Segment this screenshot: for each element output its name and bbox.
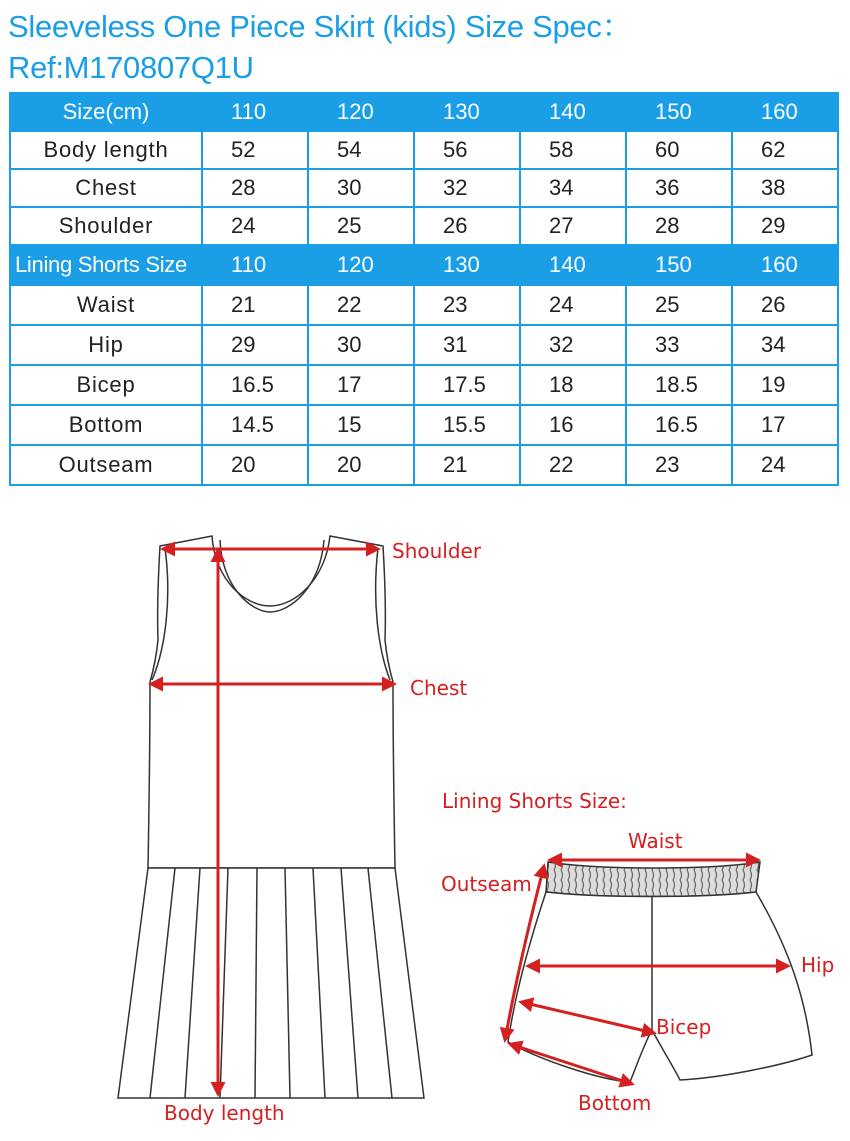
size-header-cell: 160: [732, 93, 838, 131]
dress-skirt: [118, 868, 424, 1098]
row-label: Chest: [10, 169, 202, 207]
lining-shorts-title: Lining Shorts Size:: [442, 789, 627, 813]
size-header-cell: 150: [626, 93, 732, 131]
shoulder-label: Shoulder: [392, 539, 482, 563]
table-cell: 56: [414, 131, 520, 169]
table-cell: 17: [732, 405, 838, 445]
title-reference: Ref:M170807Q1U: [8, 50, 254, 85]
size-header-cell: 130: [414, 93, 520, 131]
table-cell: 60: [626, 131, 732, 169]
table-cell: 17.5: [414, 365, 520, 405]
table-cell: 19: [732, 365, 838, 405]
table-cell: 20: [308, 445, 414, 485]
size-header-cell: 140: [520, 93, 626, 131]
shorts-body: [508, 892, 812, 1082]
row-label: Bottom: [10, 405, 202, 445]
table-cell: 16: [520, 405, 626, 445]
table-cell: 25: [308, 207, 414, 245]
table-cell: 15.5: [414, 405, 520, 445]
size-header-cell: 130: [414, 245, 520, 285]
dress-bodice: [148, 536, 395, 868]
table-cell: 15: [308, 405, 414, 445]
table-cell: 52: [202, 131, 308, 169]
row-label: Bicep: [10, 365, 202, 405]
row-label: Hip: [10, 325, 202, 365]
table-cell: 23: [626, 445, 732, 485]
table-cell: 34: [520, 169, 626, 207]
size-header-cell: 150: [626, 245, 732, 285]
table-cell: 21: [414, 445, 520, 485]
table-cell: 24: [520, 285, 626, 325]
row-label: Waist: [10, 285, 202, 325]
shorts-illustration: [508, 862, 812, 1082]
table-cell: 30: [308, 169, 414, 207]
size-header-cell: 120: [308, 93, 414, 131]
chest-label: Chest: [410, 676, 468, 700]
dress-illustration: [118, 536, 424, 1098]
table-cell: 29: [732, 207, 838, 245]
table-cell: 26: [732, 285, 838, 325]
table-cell: 34: [732, 325, 838, 365]
table-cell: 17: [308, 365, 414, 405]
row-label: Body length: [10, 131, 202, 169]
size-header-cell: 110: [202, 93, 308, 131]
table-cell: 58: [520, 131, 626, 169]
row-label: Outseam: [10, 445, 202, 485]
table-cell: 16.5: [202, 365, 308, 405]
table-cell: 29: [202, 325, 308, 365]
table-cell: 32: [520, 325, 626, 365]
table-cell: 18.5: [626, 365, 732, 405]
row-label: Shoulder: [10, 207, 202, 245]
table-cell: 31: [414, 325, 520, 365]
title-line-1: Sleeveless One Piece Skirt (kids) Size Spec：: [8, 9, 633, 44]
table-cell: 23: [414, 285, 520, 325]
table-cell: 24: [202, 207, 308, 245]
size-header-cell: 140: [520, 245, 626, 285]
size-header-label: Size(cm): [10, 93, 202, 131]
table-cell: 28: [202, 169, 308, 207]
bicep-label: Bicep: [656, 1015, 712, 1039]
size-header-cell: 120: [308, 245, 414, 285]
body-length-label: Body length: [164, 1101, 285, 1125]
lining-header-label: Lining Shorts Size: [10, 245, 202, 285]
table-cell: 28: [626, 207, 732, 245]
table-cell: 20: [202, 445, 308, 485]
table-cell: 25: [626, 285, 732, 325]
table-cell: 18: [520, 365, 626, 405]
table-cell: 36: [626, 169, 732, 207]
size-header-cell: 160: [732, 245, 838, 285]
hip-label: Hip: [801, 953, 835, 977]
waist-label: Waist: [628, 829, 683, 853]
table-cell: 32: [414, 169, 520, 207]
table-cell: 16.5: [626, 405, 732, 445]
table-cell: 38: [732, 169, 838, 207]
table-cell: 21: [202, 285, 308, 325]
table-cell: 62: [732, 131, 838, 169]
outseam-label: Outseam: [441, 872, 532, 896]
bottom-label: Bottom: [578, 1091, 652, 1115]
table-cell: 22: [520, 445, 626, 485]
table-cell: 33: [626, 325, 732, 365]
table-cell: 27: [520, 207, 626, 245]
table-cell: 30: [308, 325, 414, 365]
shorts-waistband: [546, 862, 760, 897]
table-cell: 14.5: [202, 405, 308, 445]
table-cell: 54: [308, 131, 414, 169]
size-header-cell: 110: [202, 245, 308, 285]
table-cell: 26: [414, 207, 520, 245]
table-cell: 24: [732, 445, 838, 485]
table-cell: 22: [308, 285, 414, 325]
